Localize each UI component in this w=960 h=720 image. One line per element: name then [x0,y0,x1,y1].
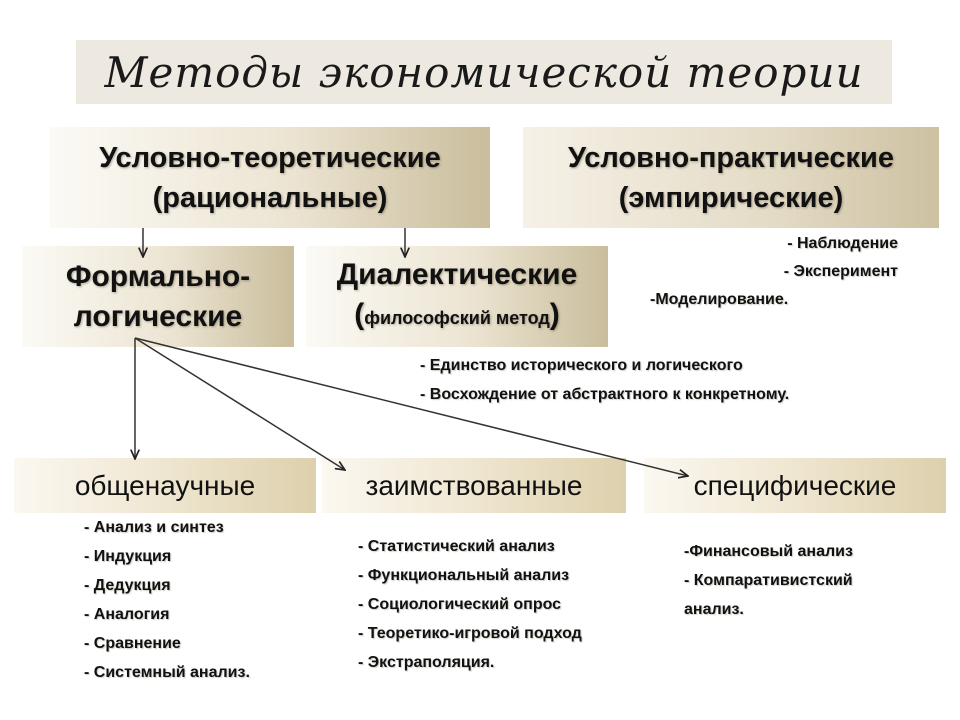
list-item: - Экстраполяция. [358,654,495,671]
list-item: - Аналогия [84,606,170,623]
practical-line2: (эмпирические) [618,181,844,214]
formal-line1: Формально- [65,259,251,293]
borrowed-methods-label: заимствованные [365,469,583,501]
list-item: анализ. [684,601,744,618]
list-item: - Индукция [84,548,172,565]
dialectic-subtitle: философский метод [364,308,550,328]
dialectic-paren-close: ) [549,298,560,331]
list-item: -Моделирование. [650,291,789,308]
dialectic-paren-open: ( [354,298,365,331]
general-scientific-label: общенаучные [74,469,256,501]
list-item: - Социологический опрос [358,596,562,613]
arrow-to-specific [135,338,688,476]
list-item: - Системный анализ. [84,664,250,681]
list-item: - Компаративистский [684,572,853,589]
list-item: - Теоретико-игровой подход [358,625,582,642]
list-item: - Восхождение от абстрактного к конкретному. [420,386,790,403]
list-item: - Статистический анализ [358,538,555,555]
list-item: - Эксперимент [783,263,898,280]
formal-line2: логические [73,299,243,333]
theoretical-line1: Условно-теоретические [99,141,441,174]
practical-line1: Условно-практические [568,141,894,174]
list-item: - Наблюдение [787,235,898,252]
list-item: - Дедукция [84,577,171,594]
list-item: - Функциональный анализ [358,567,570,584]
dialectic-line1: Диалектические [336,258,578,291]
diagram-title: Методы экономической теории [104,47,864,97]
list-item: - Сравнение [84,635,181,652]
arrow-to-borrowed [135,338,345,470]
list-item: - Анализ и синтез [84,519,224,536]
specific-methods-label: специфические [693,469,897,501]
list-item: - Единство исторического и логического [420,357,743,374]
list-item: -Финансовый анализ [684,543,853,560]
theoretical-line2: (рациональные) [152,181,388,214]
